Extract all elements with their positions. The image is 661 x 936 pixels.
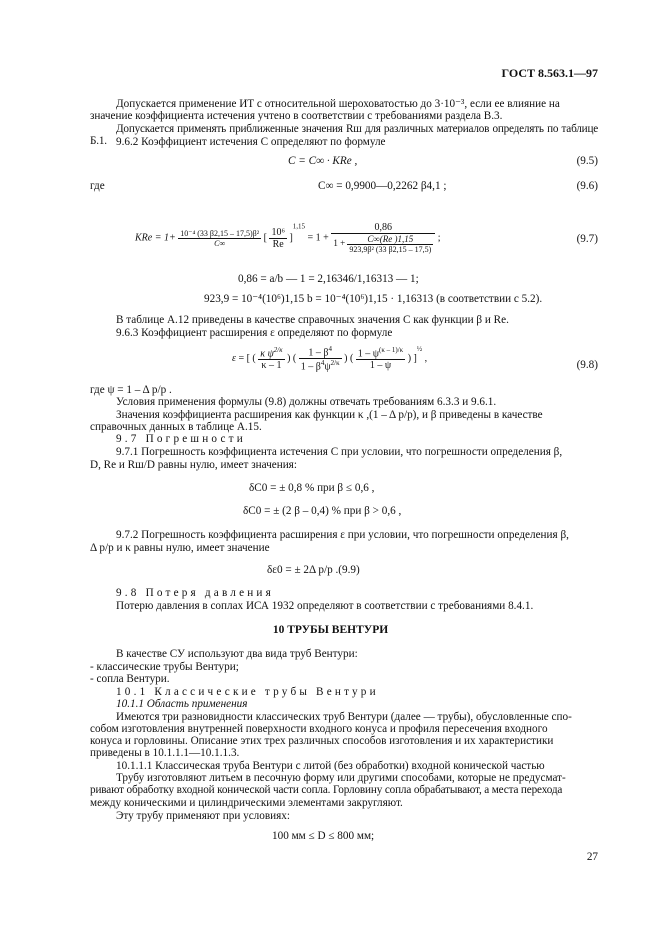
paragraph-values-cont: справочных данных в таблице А.15. <box>90 421 262 433</box>
paragraph-972: 9.7.2 Погрешность коэффициента расширения ε при условии, что погрешности определения β, <box>116 529 569 541</box>
paragraph-venturi-desc-cont: собом изготовления внутренней поверхности входного конуса и профиля пересечения входного <box>90 723 548 735</box>
equation-number: (9.7) <box>576 233 598 245</box>
psi-definition: где ψ = 1 – Δ p/p . <box>90 384 172 396</box>
paragraph-rsh: Допускается применять приближенные значения Rш для различных материалов определять по таблице Б.1. <box>90 123 598 148</box>
eq-lhs: KRe = 1+ <box>135 232 176 244</box>
text-line: Допускается применение ИТ с относительной шероховатостью до 3·10⁻³, если ее влияние на <box>116 98 560 110</box>
paragraph-venturi-desc-cont: конуса и горловины. Описание этих трех различных способов изготовления и их характеристики <box>90 735 554 747</box>
equation-line: 923,9 = 10⁻⁴(10⁶)1,15 b = 10⁻⁴(10⁶)1,15 · 1,16313 (в соответствии с 5.2). <box>204 293 543 305</box>
list-item: - классические трубы Вентури; <box>90 661 239 673</box>
section-title-pressure-loss: 9.8 Потеря давления <box>116 587 274 599</box>
paragraph-962: 9.6.2 Коэффициент истечения C определяют по формуле <box>116 136 386 148</box>
document-code: ГОСТ 8.563.1—97 <box>501 66 598 80</box>
paragraph-971-cont: D, Re и Rш/D равны нулю, имеет значения: <box>90 459 297 471</box>
paragraph-roughness <box>90 98 598 110</box>
equation-number: (9.5) <box>576 155 598 167</box>
equation-9-5: C = C∞ · KRe , <box>288 155 358 167</box>
equation-number: (9.6) <box>576 180 598 192</box>
equation-9-8: ε = [ ( $\frac{\kappa \psi^{2/\kappa}}{\kappa - 1}$ ) ( $\frac{1 - \beta^4}{1 - \beta^4\psi^{2/\kappa}}$ ) ( $\frac{1 - \psi^{(\kappa - 1)/\kappa}}{1 - \psi}$ ) ]$^{\frac{1}{2}}$ , <box>232 345 428 373</box>
paragraph-98: Потерю давления в соплах ИСА 1932 определяют в соответствии с требованиями 8.4.1. <box>116 600 534 612</box>
paragraph-casting-cont: между коническими и цилиндрическими элементами закругляют. <box>90 797 403 809</box>
equation-9-7: KRe = 1+ $\frac{\text{10⁻⁴ (33 β2,15 – 17,5)β²}}{C\infty}$ [ $\frac{\text{10⁶}}{Re}$ ]$^{1,15}$ = 1 + 0,86 1 + $\frac{C\infty(Re )1,15}{\text{923,9β² (33 β2,15 – 17,5)}}$ ; <box>135 222 441 254</box>
paragraph-values: Значения коэффициента расширения как функции κ ,(1 – Δ p/p), и β приведены в качестве <box>116 409 543 421</box>
eq-denominator: C∞ <box>214 238 226 248</box>
eq-numerator: 10⁶ <box>271 226 285 238</box>
where-label: где <box>90 180 105 192</box>
equation-number: (9.8) <box>576 359 598 371</box>
paragraph-972-cont: Δ p/p и κ равны нулю, имеет значение <box>90 542 270 554</box>
section-title-errors: 9.7 Погрешности <box>116 433 246 445</box>
condition-formula: 100 мм ≤ D ≤ 800 мм; <box>272 830 375 842</box>
eq-mid: = 1 + <box>307 232 329 244</box>
eq-denominator: Re <box>272 238 284 250</box>
paragraph-venturi-desc-cont: приведены в 10.1.1.1—10.1.1.3. <box>90 747 240 759</box>
subsection-title: 10.1 Классические трубы Вентури <box>116 686 379 698</box>
eq-fraction <box>178 229 261 248</box>
paragraph-971: 9.7.1 Погрешность коэффициента истечения C при условии, что погрешности определения β, <box>116 446 563 458</box>
section-heading: 10 ТРУБЫ ВЕНТУРИ <box>272 624 389 636</box>
subsection-title: 10.1.1 Область применения <box>116 698 248 710</box>
paragraph-casting-cont: ривают обработку входной конической части сопла. Горловину сопла обрабатывают, а места перехода <box>90 784 563 796</box>
list-item: - сопла Вентури. <box>90 673 170 685</box>
page-number: 27 <box>586 851 598 863</box>
paragraph-venturi-types: В качестве СУ используют два вида труб Вентури: <box>116 648 358 660</box>
eq-exponent: 1,15 <box>292 222 306 231</box>
paragraph-table-a12: В таблице А.12 приведены в качестве справочных значения C как функции β и Re. <box>116 314 509 326</box>
paragraph-10111: 10.1.1.1 Классическая труба Вентури с литой (без обработки) входной конической частью <box>116 760 545 772</box>
eq-numerator: 0,86 <box>331 222 435 234</box>
paragraph-casting: Трубу изготовляют литьем в песочную форму или другими способами, которые не предусмат- <box>116 772 566 784</box>
eq-denominator <box>331 234 435 254</box>
error-formula: δC0 = ± (2 β – 0,4) % при β > 0,6 , <box>243 505 402 517</box>
error-formula: δε0 = ± 2Δ p/p .(9.9) <box>267 564 360 576</box>
equation-line: 0,86 = a/b — 1 = 2,16346/1,16313 — 1; <box>238 273 419 285</box>
eq-fraction <box>269 227 287 250</box>
paragraph-conditions: Условия применения формулы (9.8) должны отвечать требованиям 6.3.3 и 9.6.1. <box>116 396 497 408</box>
eq-fraction <box>331 222 435 254</box>
paragraph-roughness-cont: значение коэффициента истечения учтено в соответствии с требованиями раздела В.3. <box>90 110 503 122</box>
paragraph-conditions-venturi: Эту трубу применяют при условиях: <box>116 810 290 822</box>
paragraph-venturi-desc: Имеются три разновидности классических труб Вентури (далее — трубы), обусловленные спо- <box>116 711 572 723</box>
eq-fraction <box>347 234 433 254</box>
eq-numerator: 10⁻⁴ (33 β2,15 – 17,5)β² <box>180 228 260 238</box>
error-formula: δC0 = ± 0,8 % при β ≤ 0,6 , <box>249 482 375 494</box>
eq-numerator: C∞(Re )1,15 <box>347 234 433 245</box>
eq-denominator: 923,9β² (33 β2,15 – 17,5) <box>349 245 432 254</box>
paragraph-963: 9.6.3 Коэффициент расширения ε определяют по формуле <box>116 327 393 339</box>
eq-den-prefix: 1 + <box>333 238 346 249</box>
equation-9-6: C∞ = 0,9900—0,2262 β4,1 ; <box>318 180 447 192</box>
